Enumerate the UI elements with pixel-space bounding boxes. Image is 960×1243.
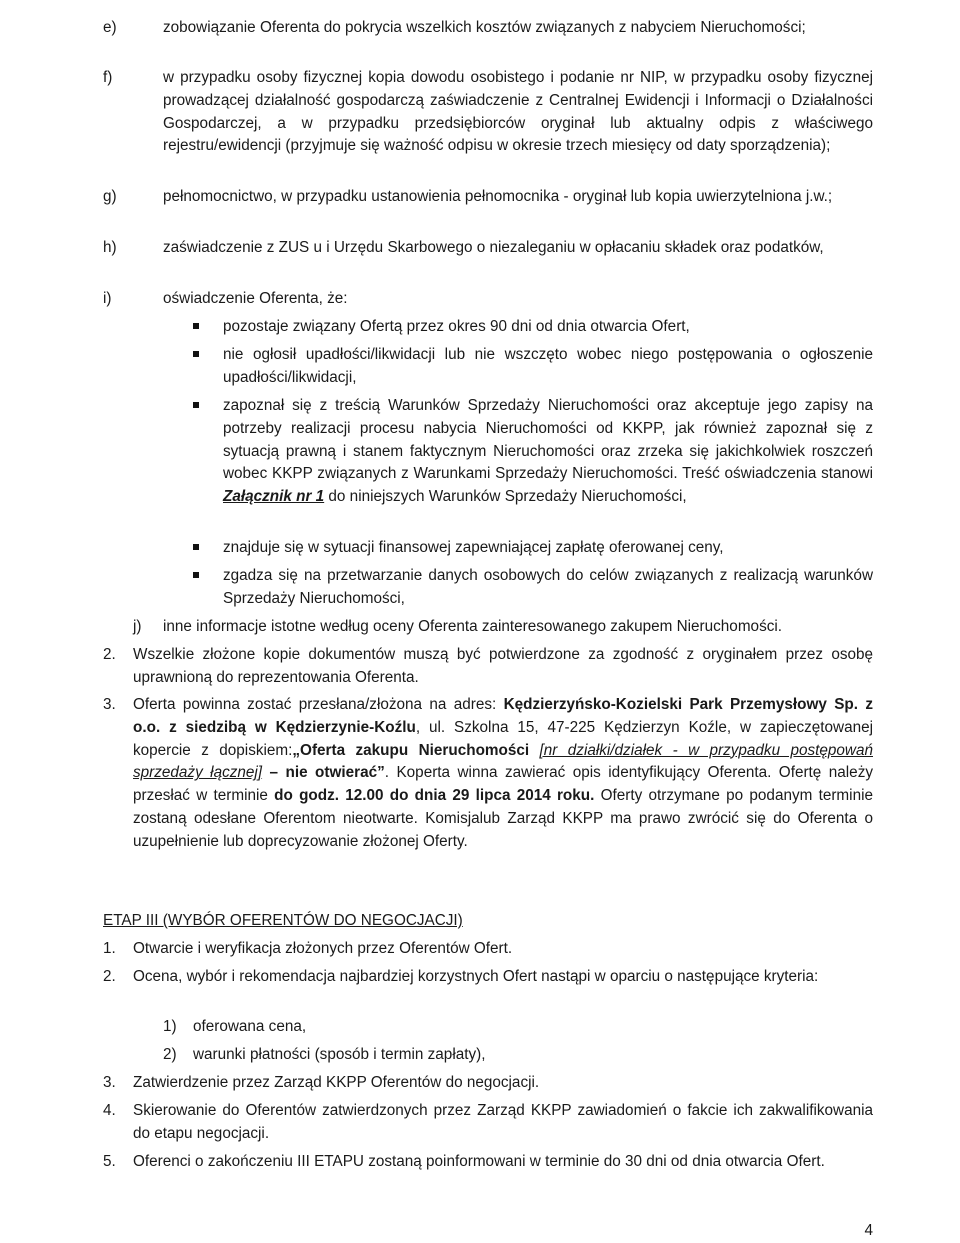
deadline: do godz. 12.00 do dnia 29 lipca 2014 roku. [274,787,595,805]
list-label-h: h) [103,239,117,256]
criterion-2: warunki płatności (sposób i termin zapłaty), [193,1046,486,1063]
page-number: 4 [864,1222,873,1239]
point-label-3: 3. [103,696,116,713]
company-name: Kędzierzyńsko-Kozielski Park Przemysłowy Sp. z o.o. z siedzibą w Kędzierzynie-Koźlu [133,696,873,736]
statement-2: nie ogłosił upadłości/likwidacji lub nie wszczęto wobec niego postępowania o ogłoszenie upadłości/likwidacji, [223,346,873,386]
etap-item-4: Skierowanie do Oferentów zatwierdzonych przez Zarząd KKPP zawiadomień o fakcie ich zakwalifikowania do etapu negocjacji. [133,1102,873,1142]
statement-3-text-end: do niniejszych Warunków Sprzedaży Nieruchomości, [324,488,687,506]
etap-item-5: Oferenci o zakończeniu III ETAPU zostaną poinformowani w terminie do 30 dni od dnia otwarcia Ofert. [133,1153,825,1170]
list-label-g: g) [103,188,117,205]
list-item-j: inne informacje istotne według oceny Oferenta zainteresowanego zakupem Nieruchomości. [163,618,783,635]
list-item-g: pełnomocnictwo, w przypadku ustanowienia pełnomocnika - oryginał lub kopia uwierzytelniona j.w.; [163,188,833,205]
parcel-note: [nr działki/działek - w przypadku postępowań sprzedaży łącznej] [133,741,873,782]
list-item-i: oświadczenie Oferenta, że: [163,290,348,307]
etap-label-3: 3. [103,1074,116,1091]
spacer-text [529,742,539,759]
point-3-text: Oferta powinna zostać przesłana/złożona na adres: [133,696,504,713]
criterion-label-1: 1) [163,1018,177,1035]
list-item-f: w przypadku osoby fizycznej kopia dowodu osobistego i podanie nr NIP, w przypadku osoby fizycznej prowadzącej działalność gospodarczą zaświadczenie z Centralnej Ewidencji i Informacji o Działalności Gospodarczej, a w przypadku przedsiębiorców oryginał lub aktualny odpis z właściwego rejestru/ewidencji (przyjmuje się ważność odpisu w okresie trzech miesięcy od daty sporządzenia); [163,69,873,155]
bullet-square-icon [193,402,199,408]
statement-1: pozostaje związany Ofertą przez okres 90 dni od dnia otwarcia Ofert, [223,318,690,335]
etap-label-5: 5. [103,1153,116,1170]
point-3-text-end: Oferty otrzymane po podanym terminie zostaną odesłane Oferentom nieotwarte. Komisjalub Zarząd KKPP ma prawo zwrócić się do Oferenta o uzupełnienie lub doprecyzowanie złożonej Oferty. [133,787,873,850]
criterion-1: oferowana cena, [193,1018,307,1035]
statement-5: zgadza się na przetwarzanie danych osobowych do celów związanych z realizacją warunków Sprzedaży Nieruchomości, [223,567,873,607]
etap-label-1: 1. [103,940,116,957]
do-not-open-label: – nie otwierać” [269,764,385,782]
statement-3-text: zapoznał się z treścią Warunków Sprzedaży Nieruchomości oraz akceptuje jego zapisy na potrzeby realizacji procesu nabycia Nieruchomości od KKPP, jak również zapoznał się z sytuacją prawną i stanem faktycznym Nieruchomości oraz zrzeka się jakichkolwiek roszczeń wobec KKPP związanych z Warunkami Sprzedaży Nieruchomości. Treść oświadczenia stanowi [223,397,873,483]
statement-3 [223,395,873,509]
address-text: , ul. Szkolna 15, 47-225 Kędzierzyn Koźle, w zapieczętowanej kopercie z dopiskiem: [133,718,873,759]
etap-label-2: 2. [103,968,116,985]
bullet-square-icon [193,351,199,357]
list-item-e: zobowiązanie Oferenta do pokrycia wszelkich kosztów związanych z nabyciem Nieruchomości; [163,19,806,36]
etap-item-1: Otwarcie i weryfikacja złożonych przez Oferentów Ofert. [133,940,513,957]
bullet-square-icon [193,323,199,329]
criterion-label-2: 2) [163,1046,177,1063]
envelope-label: „Oferta zakupu Nieruchomości [292,741,530,759]
list-label-f: f) [103,69,113,86]
section-heading: ETAP III (WYBÓR OFERENTÓW DO NEGOCJACJI) [103,912,463,929]
etap-label-4: 4. [103,1102,116,1119]
etap-item-2: Ocena, wybór i rekomendacja najbardziej korzystnych Ofert nastąpi w oparciu o następujące kryteria: [133,968,819,985]
attachment-reference: Załącznik nr 1 [223,488,325,506]
etap-item-3: Zatwierdzenie przez Zarząd KKPP Oferentów do negocjacji. [133,1074,540,1091]
envelope-description: . Koperta winna zawierać opis identyfikujący Oferenta. Ofertę należy przesłać w terminie [133,764,873,805]
point-label-2: 2. [103,646,116,663]
list-label-j: j) [133,618,142,635]
list-label-e: e) [103,19,117,36]
list-item-h: zaświadczenie z ZUS u i Urzędu Skarbowego o niezaleganiu w opłacaniu składek oraz podatków, [163,239,824,256]
statement-4: znajduje się w sytuacji finansowej zapewniającej zapłatę oferowanej ceny, [223,539,724,556]
point-2: Wszelkie złożone kopie dokumentów muszą być potwierdzone za zgodność z oryginałem przez osobę uprawnioną do reprezentowania Oferenta. [133,646,873,686]
spacer-text [262,764,269,781]
bullet-square-icon [193,544,199,550]
bullet-square-icon [193,572,199,578]
point-3 [133,694,873,854]
list-label-i: i) [103,290,112,307]
